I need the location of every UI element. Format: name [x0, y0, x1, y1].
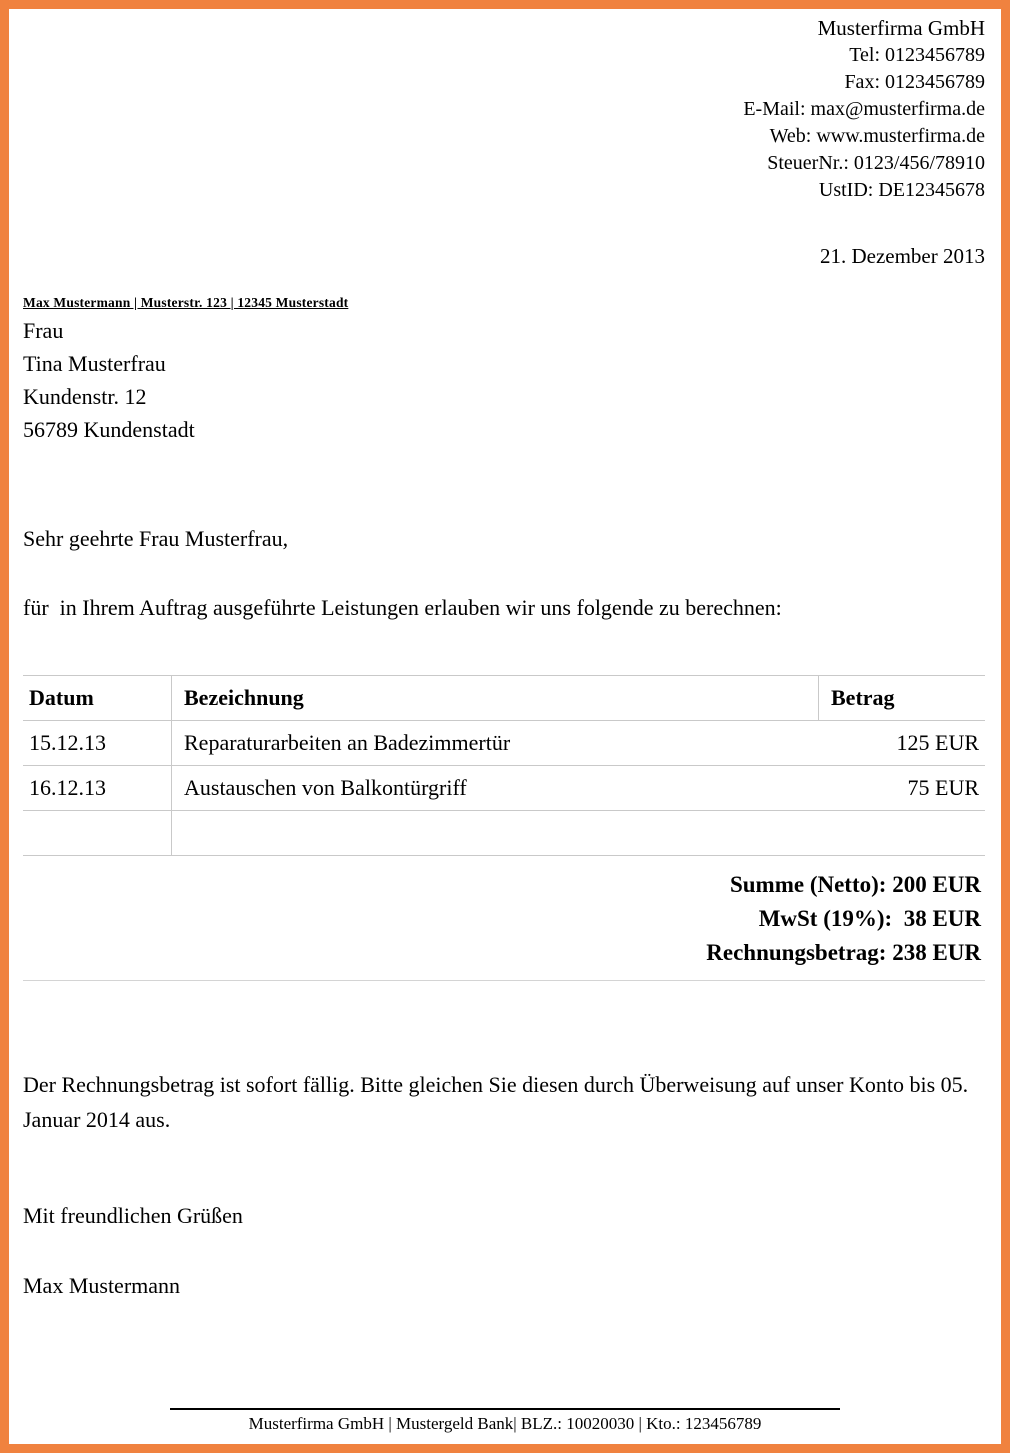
vat-id: UstID: DE12345678: [818, 179, 985, 201]
signature-name: Max Mustermann: [23, 1273, 181, 1298]
cell-bezeichnung: Reparaturarbeiten an Badezimmertür: [172, 721, 819, 766]
company-name: Musterfirma GmbH: [817, 16, 985, 40]
footer-bank-details: Musterfirma GmbH | Mustergeld Bank| BLZ.: 10020030 | Kto.: 123456789: [248, 1414, 762, 1433]
table-header-betrag: Betrag: [819, 676, 986, 721]
cell-bezeichnung: [172, 811, 819, 856]
payment-note: Der Rechnungsbetrag ist sofort fällig. Bitte gleichen Sie diesen durch Überweisung auf unser Konto bis 05. Januar 2014 aus.: [23, 1072, 969, 1132]
cell-datum: [23, 811, 172, 856]
contact-web: Web: www.musterfirma.de: [769, 125, 985, 147]
cell-betrag: 75 EUR: [819, 766, 986, 811]
total-netto-label: Summe (Netto):: [729, 872, 887, 897]
recipient-city: 56789 Kundenstadt: [23, 417, 195, 442]
recipient-salutation-word: Frau: [23, 318, 64, 343]
cell-betrag: 125 EUR: [819, 721, 986, 766]
cell-datum: 16.12.13: [23, 766, 172, 811]
contact-fax: Fax: 0123456789: [844, 71, 985, 93]
totals-block: [23, 860, 985, 981]
recipient-name: Tina Musterfrau: [23, 351, 166, 376]
tax-number: SteuerNr.: 0123/456/78910: [767, 152, 985, 174]
letter-date: 21. Dezember 2013: [819, 244, 985, 268]
recipient-street: Kundenstr. 12: [23, 384, 147, 409]
table-header-row: [23, 676, 985, 721]
total-mwst: [23, 902, 981, 936]
table-header-datum: Datum: [23, 676, 172, 721]
total-rechnungsbetrag-value: 238 EUR: [892, 940, 981, 965]
total-mwst-label: MwSt (19%):: [758, 906, 893, 931]
invoice-table: [23, 675, 985, 856]
contact-phone: Tel: 0123456789: [849, 44, 985, 66]
total-netto: [23, 868, 981, 902]
table-row: [23, 766, 985, 811]
cell-betrag: [819, 811, 986, 856]
footer-divider: [170, 1408, 840, 1410]
cell-datum: 15.12.13: [23, 721, 172, 766]
salutation: Sehr geehrte Frau Musterfrau,: [23, 526, 289, 551]
contact-email: E-Mail: max@musterfirma.de: [743, 98, 985, 120]
sender-return-address: Max Mustermann | Musterstr. 123 | 12345 Musterstadt: [23, 295, 349, 310]
total-rechnungsbetrag: [23, 936, 981, 970]
recipient-block: [23, 314, 985, 446]
letterhead: [23, 15, 985, 204]
total-rechnungsbetrag-label: Rechnungsbetrag:: [706, 940, 887, 965]
table-row-empty: [23, 811, 985, 856]
total-netto-value: 200 EUR: [892, 872, 981, 897]
cell-bezeichnung: Austauschen von Balkontürgriff: [172, 766, 819, 811]
total-mwst-value: 38 EUR: [897, 906, 981, 931]
table-header-bezeichnung: Bezeichnung: [172, 676, 819, 721]
table-row: [23, 721, 985, 766]
closing-phrase: Mit freundlichen Grüßen: [23, 1203, 243, 1228]
footer: [9, 1408, 1001, 1434]
page-content: [9, 9, 1001, 1299]
intro-paragraph: für in Ihrem Auftrag ausgeführte Leistungen erlauben wir uns folgende zu berechnen:: [23, 595, 782, 620]
